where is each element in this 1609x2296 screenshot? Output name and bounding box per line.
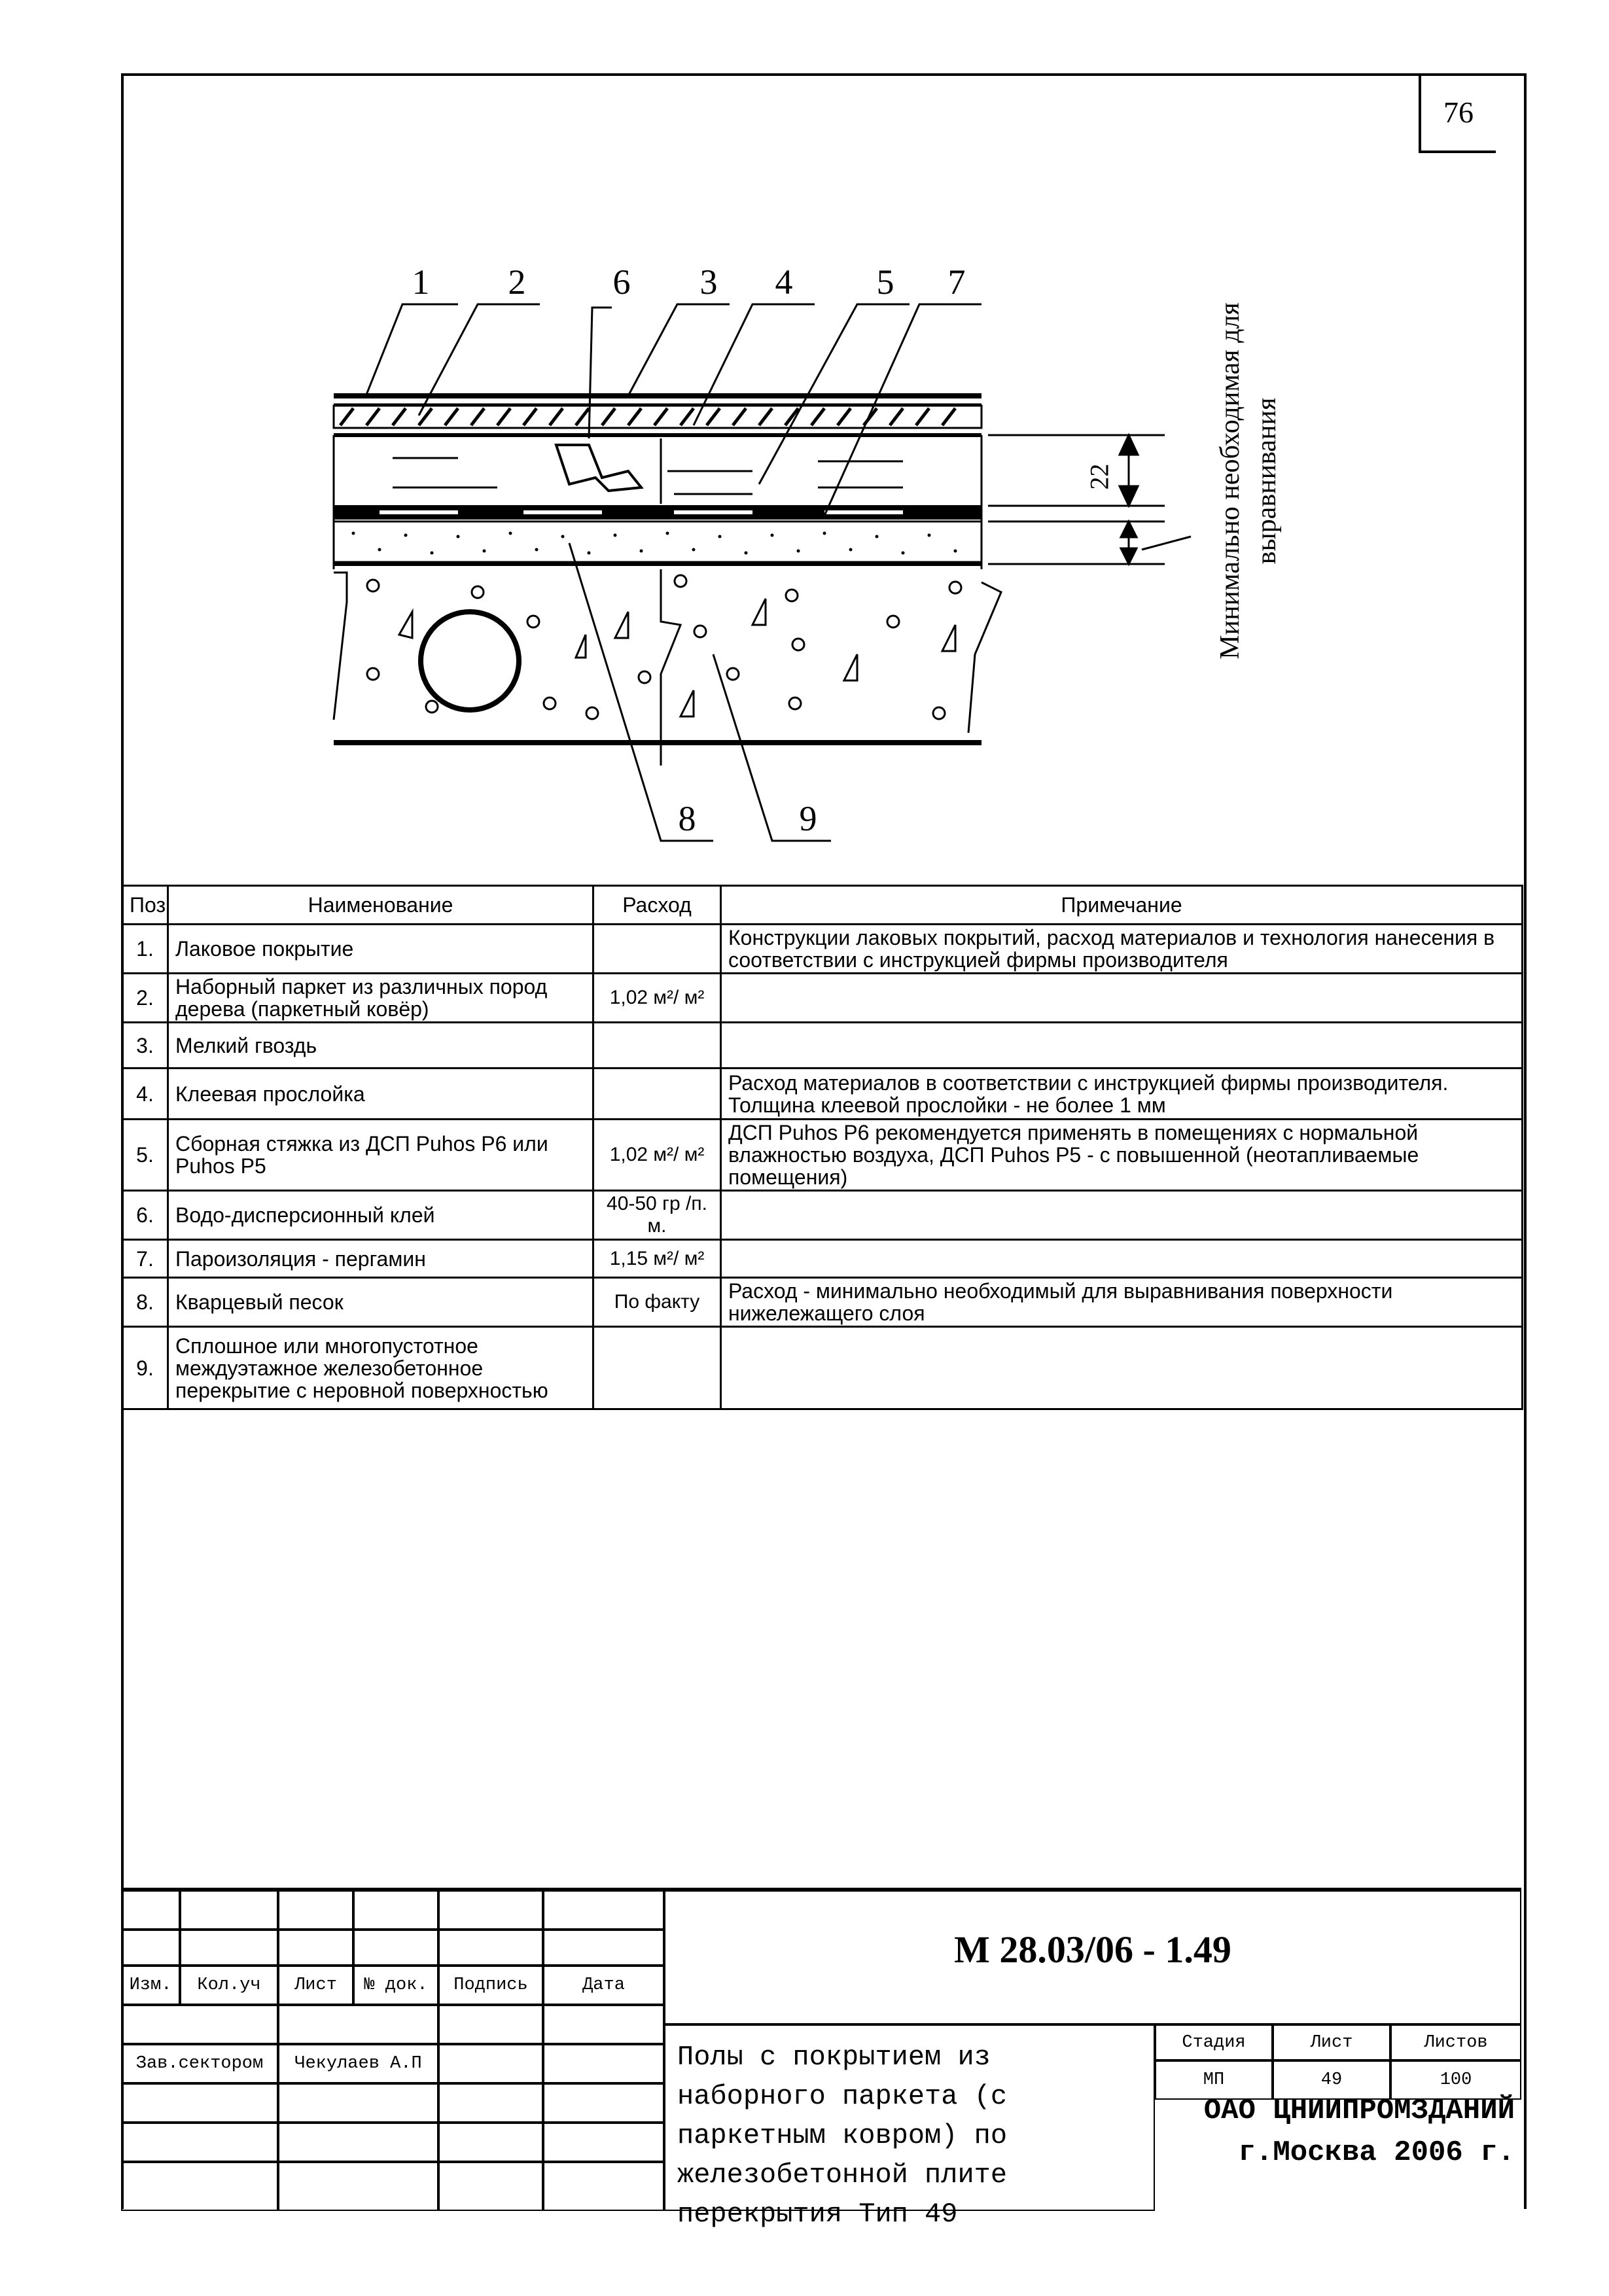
city-year: г.Москва 2006 г. (1238, 2136, 1515, 2169)
layer-concrete-slab (334, 569, 1001, 766)
grid-cell (353, 1930, 438, 1966)
header-pos: Поз (122, 886, 168, 925)
row-pos: 3. (122, 1023, 168, 1069)
page-number: 76 (1419, 73, 1496, 153)
sheets-value: 100 (1390, 2060, 1521, 2100)
callout-5: 5 (876, 262, 894, 302)
row-rate: 1,02 м²/ м² (593, 1120, 721, 1191)
row-name: Наборный паркет из различных пород дерева (паркетный ковёр) (168, 974, 593, 1023)
callout-leaders (366, 304, 981, 841)
document-title: Полы с покрытием из наборного паркета (с паркетным ковром) по железобетонной плите перекрытия Тип 49 (677, 2041, 1008, 2230)
row-note (721, 974, 1523, 1023)
header-note: Примечание (721, 886, 1523, 925)
table-row (122, 1240, 1523, 1278)
grid-cell (438, 2044, 543, 2083)
document-code: М 28.03/06 - 1.49 (954, 1928, 1231, 1971)
person-name: Чекулаев А.П (278, 2044, 438, 2083)
layer-lacquer (334, 396, 981, 404)
row-note: Расход - минимально необходимый для выравнивания поверхности нижележащего слоя (721, 1278, 1523, 1327)
grid-cell (121, 2005, 278, 2044)
row-name: Сплошное или многопустотное междуэтажное железобетонное перекрытие с неровной поверхностью (168, 1327, 593, 1409)
table-row (122, 1023, 1523, 1069)
sheets-label: Листов (1390, 2024, 1521, 2060)
grid-cell (121, 1930, 180, 1966)
row-rate (593, 1069, 721, 1120)
table-header-row (122, 886, 1523, 925)
row-name: Мелкий гвоздь (168, 1023, 593, 1069)
col-izm: Изм. (121, 1966, 180, 2005)
row-pos: 4. (122, 1069, 168, 1120)
row-rate (593, 925, 721, 974)
row-note (721, 1191, 1523, 1240)
row-pos: 9. (122, 1327, 168, 1409)
row-name: Клеевая прослойка (168, 1069, 593, 1120)
row-pos: 7. (122, 1240, 168, 1278)
grid-cell (121, 1890, 180, 1930)
row-pos: 1. (122, 925, 168, 974)
row-name: Пароизоляция - пергамин (168, 1240, 593, 1278)
table-row (122, 1120, 1523, 1191)
callout-3: 3 (699, 262, 718, 302)
row-note: Конструкции лаковых покрытий, расход материалов и технология нанесения в соответствии с инструкцией фирмы производителя (721, 925, 1523, 974)
grid-cell (438, 2123, 543, 2162)
grid-cell (180, 1930, 278, 1966)
callout-1: 1 (412, 262, 430, 302)
grid-cell (543, 2005, 664, 2044)
sheet-label: Лист (1273, 2024, 1390, 2060)
col-list: Лист (278, 1966, 353, 2005)
row-pos: 6. (122, 1191, 168, 1240)
grid-cell (278, 1930, 353, 1966)
grid-cell (543, 2083, 664, 2123)
header-rate: Расход (593, 886, 721, 925)
organization-name: ОАО ЦНИИПРОМЗДАНИЙ (1203, 2094, 1515, 2127)
row-note (721, 1327, 1523, 1409)
row-rate: По факту (593, 1278, 721, 1327)
table-row (122, 925, 1523, 974)
grid-cell (438, 2005, 543, 2044)
callout-7: 7 (947, 262, 966, 302)
sheet-value: 49 (1273, 2060, 1390, 2100)
table-row (122, 1191, 1523, 1240)
role-label: Зав.сектором (121, 2044, 278, 2083)
col-doc: № док. (353, 1966, 438, 2005)
row-note (721, 1240, 1523, 1278)
callout-4: 4 (775, 262, 793, 302)
row-pos: 5. (122, 1120, 168, 1191)
grid-cell (121, 2083, 278, 2123)
row-note (721, 1023, 1523, 1069)
table-row (122, 974, 1523, 1023)
row-rate: 40-50 гр /п. м. (593, 1191, 721, 1240)
grid-cell (278, 1890, 353, 1930)
col-sign: Подпись (438, 1966, 543, 2005)
layer-sand (334, 521, 981, 562)
row-name: Водо-дисперсионный клей (168, 1191, 593, 1240)
row-name: Сборная стяжка из ДСП Puhos Р6 или Puhos Р5 (168, 1120, 593, 1191)
row-pos: 8. (122, 1278, 168, 1327)
callout-9: 9 (799, 799, 817, 838)
grid-cell (543, 1930, 664, 1966)
grid-cell (353, 1890, 438, 1930)
grid-cell (543, 1890, 664, 1930)
row-note: Расход материалов в соответствии с инструкцией фирмы производителя. Толщина клеевой прослойки - не более 1 мм (721, 1069, 1523, 1120)
grid-cell (438, 1930, 543, 1966)
grid-cell (438, 2083, 543, 2123)
grid-cell (278, 2083, 438, 2123)
row-pos: 2. (122, 974, 168, 1023)
table-row (122, 1069, 1523, 1120)
stage-value: МП (1155, 2060, 1273, 2100)
specification-table (121, 885, 1523, 1410)
row-rate (593, 1023, 721, 1069)
grid-cell (278, 2123, 438, 2162)
callout-6: 6 (612, 262, 631, 302)
grid-cell (278, 2005, 438, 2044)
row-note: ДСП Puhos Р6 рекомендуется применять в помещениях с нормальной влажностью воздуха, ДСП Puhos Р5 - с повышенной (неотапливаемые помещения) (721, 1120, 1523, 1191)
layer-parquet (334, 406, 981, 428)
side-note: Минимально необходимая для выравнивания (1215, 302, 1282, 660)
organization (1155, 2077, 1521, 2211)
grid-cell (180, 1890, 278, 1930)
layer-vapor-barrier (334, 505, 981, 520)
row-rate: 1,02 м²/ м² (593, 974, 721, 1023)
header-name: Наименование (168, 886, 593, 925)
grid-cell (543, 2044, 664, 2083)
table-row (122, 1327, 1523, 1409)
grid-cell (438, 1890, 543, 1930)
dimension-22: 22 (1084, 463, 1114, 490)
callout-2: 2 (508, 262, 526, 302)
row-rate: 1,15 м²/ м² (593, 1240, 721, 1278)
grid-cell (543, 2123, 664, 2162)
grid-cell (121, 2162, 278, 2211)
callout-8: 8 (678, 799, 696, 838)
grid-cell (278, 2162, 438, 2211)
table-row (122, 1278, 1523, 1327)
grid-cell (543, 2162, 664, 2211)
stage-label: Стадия (1155, 2024, 1273, 2060)
row-name: Кварцевый песок (168, 1278, 593, 1327)
row-rate (593, 1327, 721, 1409)
title-block (121, 1888, 1521, 2230)
grid-cell (121, 2123, 278, 2162)
row-name: Лаковое покрытие (168, 925, 593, 974)
col-kol: Кол.уч (180, 1966, 278, 2005)
col-date: Дата (543, 1966, 664, 2005)
grid-cell (438, 2162, 543, 2211)
